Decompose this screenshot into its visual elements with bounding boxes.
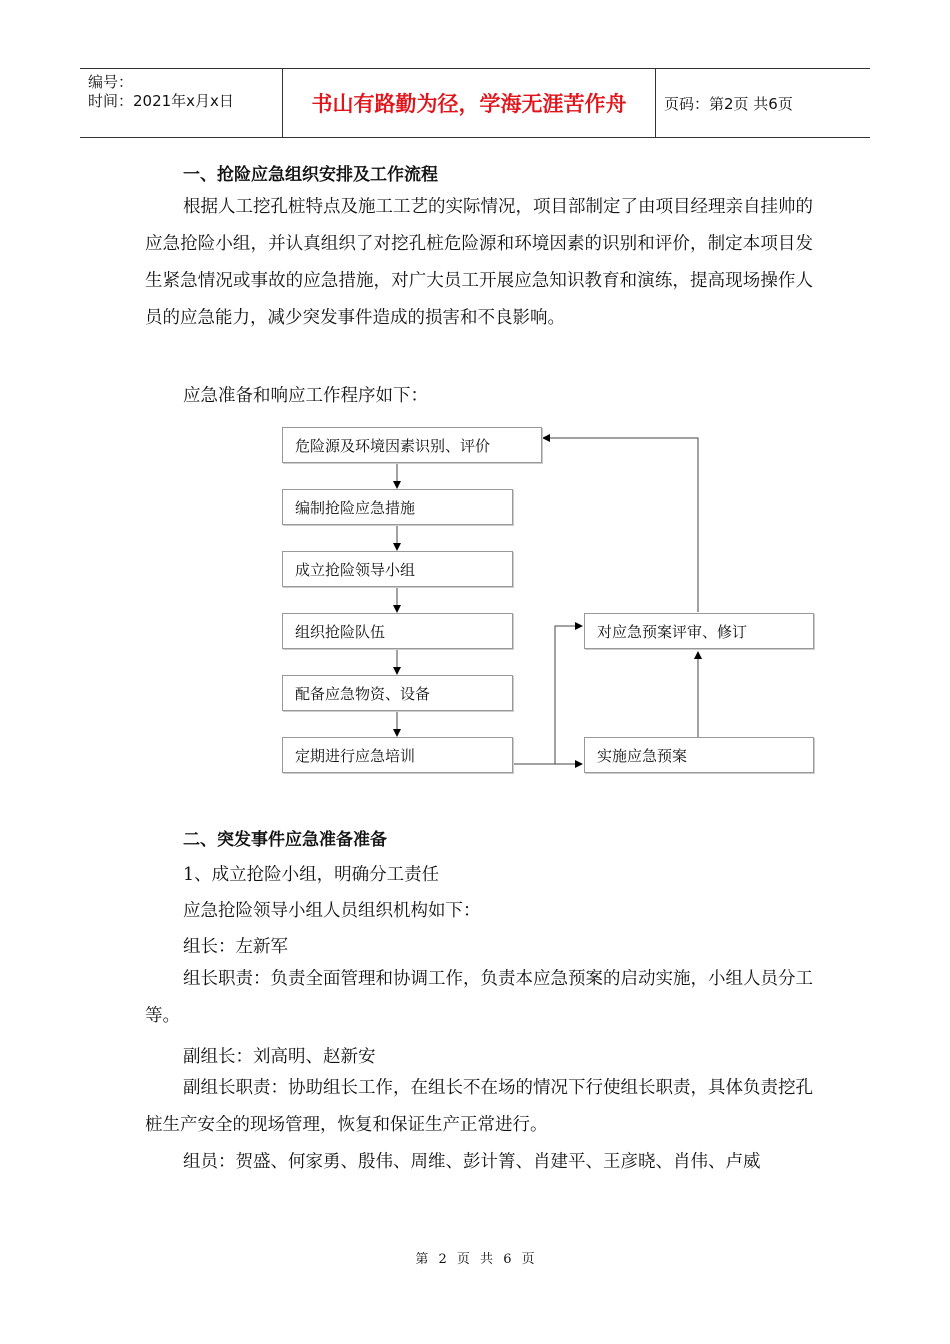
section2-title: 二、突发事件应急准备准备 (183, 830, 387, 850)
header-page-label: 页码：第2页 共6页 (664, 94, 793, 113)
arrow-training-review (555, 626, 582, 764)
arrow-review-identify (543, 438, 698, 612)
number-label: 编号： (88, 73, 134, 91)
flow-step-implement: 实施应急预案 (584, 737, 814, 773)
deputy: 副组长：刘高明、赵新安 (183, 1047, 376, 1067)
flow-step-measures: 编制抢险应急措施 (282, 489, 513, 525)
flow-step-equipment: 配备应急物资、设备 (282, 675, 513, 711)
page-footer: 第 2 页 共 6 页 (415, 1252, 535, 1267)
header-meta (80, 69, 282, 137)
leader-duty: 组长职责：负责全面管理和协调工作，负责本应急预案的启动实施，小组人员分工等。 (145, 969, 813, 1026)
flow-step-rescue-team: 组织抢险队伍 (282, 613, 513, 649)
header-motto: 书山有路勤为径，学海无涯苦作舟 (282, 69, 656, 137)
leader: 组长：左新军 (183, 937, 288, 957)
deputy-duty: 副组长职责：协助组长工作，在组长不在场的情况下行使组长职责，具体负责挖孔桩生产安全的现场管理，恢复和保证生产正常进行。 (145, 1078, 813, 1135)
members: 组员：贺盛、何家勇、殷伟、周维、彭计箐、肖建平、王彦晓、肖伟、卢威 (183, 1152, 761, 1172)
section1-paragraph: 根据人工挖孔桩特点及施工工艺的实际情况，项目部制定了由项目经理亲自挂帅的应急抢险小组，并认真组织了对挖孔桩危险源和环境因素的识别和评价，制定本项目发生紧急情况或事故的应急措施，对广大员工开展应急知识教育和演练，提高现场操作人员的应急能力，减少突发事件造成的损害和不良影响。 (145, 197, 813, 328)
flow-step-training: 定期进行应急培训 (282, 737, 513, 773)
time-label: 时间：2021年x月x日 (88, 92, 234, 110)
section1-title: 一、抢险应急组织安排及工作流程 (183, 165, 438, 185)
flow-step-identify: 危险源及环境因素识别、评价 (282, 427, 542, 463)
flow-intro: 应急准备和响应工作程序如下： (183, 386, 428, 406)
section2-item1: 1、成立抢险小组，明确分工责任 (183, 865, 440, 885)
document-header (80, 68, 870, 138)
flow-step-review: 对应急预案评审、修订 (584, 613, 814, 649)
flow-step-leadership-group: 成立抢险领导小组 (282, 551, 513, 587)
org-intro: 应急抢险领导小组人员组织机构如下： (183, 901, 481, 921)
